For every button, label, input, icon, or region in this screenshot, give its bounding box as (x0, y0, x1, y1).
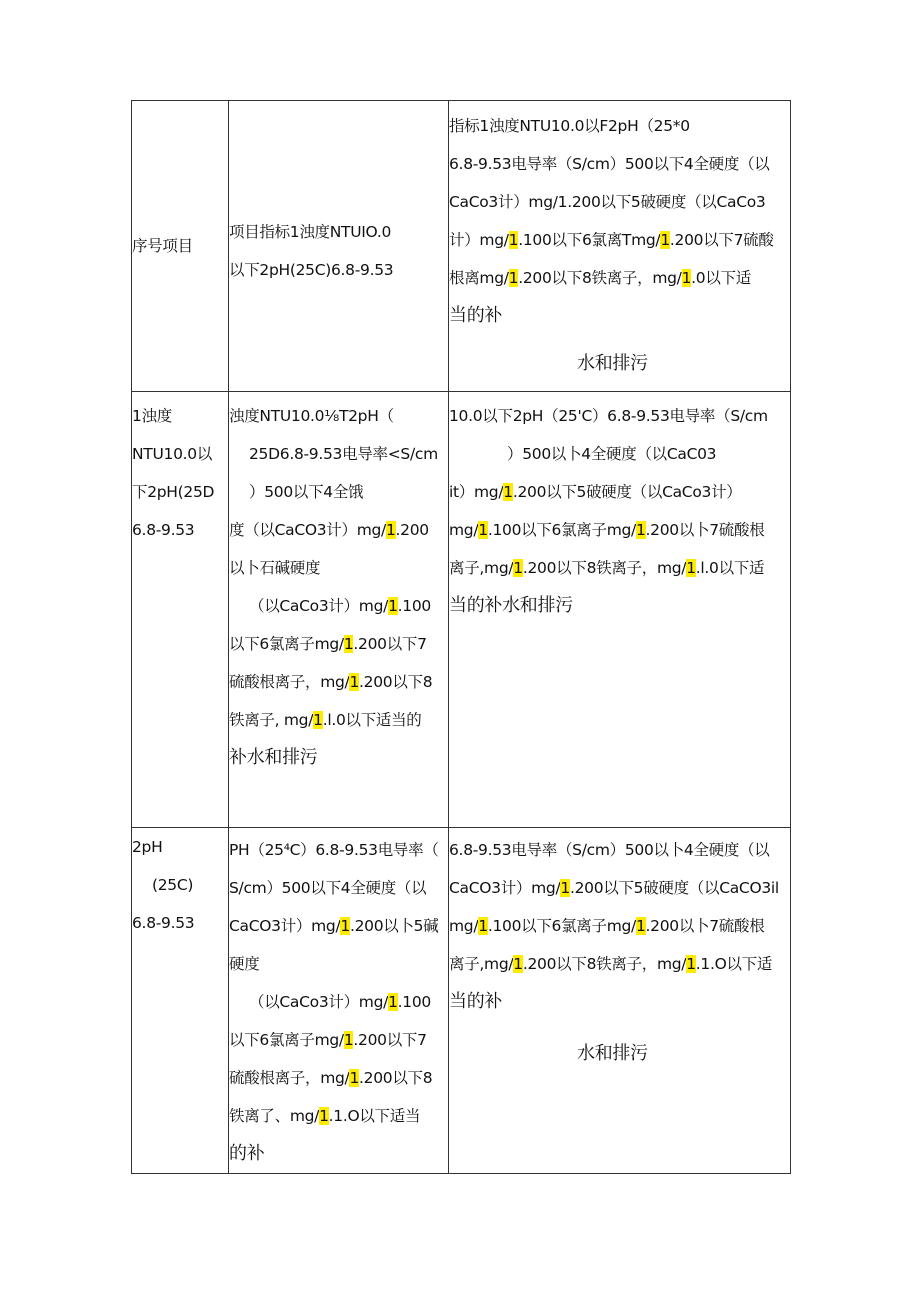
highlight-mark: 1 (513, 559, 523, 577)
cell-line: 离子,mg/1.200以下8铁离子，mg/1.l.0以下适 (449, 559, 765, 577)
table-cell-item (229, 828, 449, 1174)
cell-line: 项目指标1浊度NTUIO.0 (229, 223, 392, 241)
cell-line: S∕cm）500以下4全硬度（以 (229, 879, 427, 897)
cell-line: 水和排污 (577, 353, 648, 374)
cell-line: ）500以卜4全硬度（以CaC03 (507, 445, 717, 463)
table-cell-spec (449, 392, 791, 828)
table-cell-item (229, 101, 449, 392)
highlight-mark: 1 (478, 521, 488, 539)
cell-line: 6.8-9.53电导率（S∕cm）500以下4全硬度（以 (449, 155, 770, 173)
cell-line: 25D6.8-9.53电导率<S∕cm (249, 445, 438, 463)
table-cell-item (229, 392, 449, 828)
cell-line: 序号项目 (132, 237, 193, 255)
highlight-mark: 1 (385, 521, 396, 539)
highlight-mark: 1 (503, 483, 513, 501)
cell-line: 当的补 (449, 305, 503, 326)
cell-line: mg/1.100以下6氯离子mg/1.200以卜7硫酸根 (449, 521, 765, 539)
cell-line: it）mg/1.200以下5破硬度（以CaCo3计） (449, 483, 742, 501)
cell-line: 度（以CaCO3计）mg/1.200 (229, 521, 429, 539)
cell-line: 6.8-9.53电导率（S∕cm）500以卜4全硬度（以 (449, 841, 770, 859)
cell-line: CaCO3计）mg/1.200以下5破硬度（以CaCO3il (449, 879, 779, 897)
highlight-mark: 1 (478, 917, 488, 935)
highlight-mark: 1 (635, 917, 646, 935)
cell-line: 浊度NTU10.0⅛T2pH（ (229, 407, 394, 425)
cell-line: （以CaCo3计）mg/1.100 (249, 993, 431, 1011)
cell-line: 以下6氯离子mg/1.200以下7 (229, 1031, 427, 1049)
highlight-mark: 1 (508, 269, 519, 287)
highlight-mark: 1 (349, 673, 360, 691)
cell-line: 离子,mg/1.200以下8铁离子，mg/1.1.O以下适 (449, 955, 773, 973)
cell-line: 以卜石碱硬度 (229, 559, 321, 577)
highlight-mark: 1 (388, 597, 398, 615)
highlight-mark: 1 (340, 917, 350, 935)
cell-line: CaCo3计）mg/1.200以下5破硬度（以CaCo3 (449, 193, 766, 211)
cell-line: 计）mg/1.100以下6氯离Tmg/1.200以下7硫酸 (449, 231, 774, 249)
highlight-mark: 1 (319, 1107, 329, 1125)
table-cell-serial (132, 101, 229, 392)
table-cell-spec (449, 101, 791, 392)
water-quality-table (131, 100, 791, 1174)
table-row (132, 392, 791, 828)
cell-line: 当的补水和排污 (449, 595, 573, 616)
cell-line: CaCO3计）mg/1.200以卜5碱 (229, 917, 439, 935)
cell-line: PH（25⁴C）6.8-9.53电导率（ (229, 841, 439, 859)
table-cell-spec (449, 828, 791, 1174)
highlight-mark: 1 (349, 1069, 360, 1087)
cell-line: 硫酸根离子，mg/1.200以下8 (229, 1069, 433, 1087)
highlight-mark: 1 (343, 635, 354, 653)
cell-line: 硬度 (229, 955, 260, 973)
table-cell-serial (132, 392, 229, 828)
highlight-mark: 1 (660, 231, 670, 249)
table-row (132, 101, 791, 392)
cell-line: 6.8-9.53 (132, 914, 195, 932)
highlight-mark: 1 (686, 559, 696, 577)
highlight-mark: 1 (560, 879, 570, 897)
highlight-mark: 1 (635, 521, 646, 539)
cell-line: 2pH (132, 838, 163, 856)
cell-line: 6.8-9.53 (132, 521, 195, 539)
cell-line: 硫酸根离子，mg/1.200以下8 (229, 673, 433, 691)
cell-line: ）500以下4全饿 (249, 483, 364, 501)
cell-line: NTU10.0以 (132, 445, 213, 463)
cell-line: 以下6氯离子mg/1.200以下7 (229, 635, 427, 653)
highlight-mark: 1 (343, 1031, 354, 1049)
highlight-mark: 1 (681, 269, 692, 287)
highlight-mark: 1 (508, 231, 519, 249)
cell-line: 下2pH(25D (132, 483, 215, 501)
cell-line: 的补 (229, 1143, 265, 1164)
cell-line: 指标1浊度NTU10.0以F2pH（25*0 (449, 117, 690, 135)
highlight-mark: 1 (686, 955, 696, 973)
cell-line: （以CaCo3计）mg/1.100 (249, 597, 431, 615)
cell-line: 1浊度 (132, 407, 172, 425)
cell-line: 当的补 (449, 991, 503, 1012)
cell-line: 以下2pH(25C)6.8-9.53 (229, 261, 394, 279)
highlight-mark: 1 (513, 955, 523, 973)
highlight-mark: 1 (313, 711, 323, 729)
cell-line: 10.0以下2pH（25'C）6.8-9.53电导率（S∕cm (449, 407, 768, 425)
highlight-mark: 1 (388, 993, 398, 1011)
table-cell-serial (132, 828, 229, 1174)
cell-line: mg/1.100以下6氯离子mg/1.200以卜7硫酸根 (449, 917, 765, 935)
cell-line: 水和排污 (577, 1043, 648, 1064)
cell-line: 铁离子, mg/1.l.0以下适当的 (229, 711, 422, 729)
cell-line: 根离mg/1.200以下8铁离子，mg/1.0以下适 (449, 269, 751, 287)
cell-line: 补水和排污 (229, 747, 318, 768)
cell-line: 铁离了、mg/1.1.O以下适当 (229, 1107, 421, 1125)
cell-line: (25C) (152, 876, 194, 894)
table-row (132, 828, 791, 1174)
